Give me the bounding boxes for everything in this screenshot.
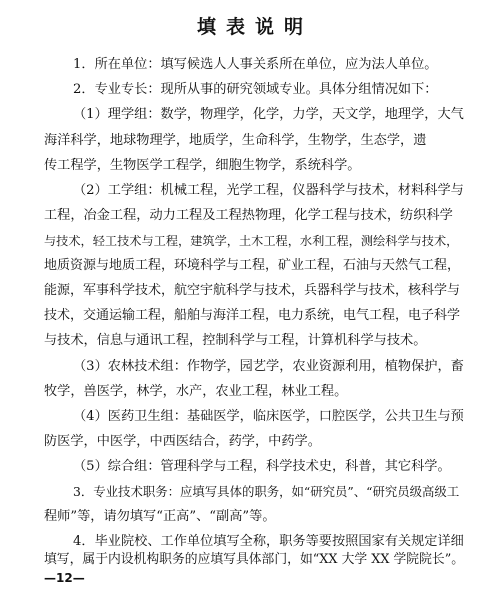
engineering-group-line-7: 与技术，信息与通讯工程，控制科学与工程，计算机科学与技术。	[44, 333, 427, 348]
engineering-group-line-2: 工程，冶金工程，动力工程及工程热物理，化学工程与技术，纺织科学	[44, 208, 453, 223]
engineering-group-line-3: 与技术，轻工技术与工程，建筑学，土木工程，水利工程，测绘科学与技术，	[44, 234, 459, 248]
science-group-line-3: 传工程学，生物医学工程学，细胞生物学，系统科学。	[44, 158, 361, 173]
item-4-school-line-1: 4．毕业院校、工作单位填写全称，职务等要按照国家有关规定详细	[73, 534, 464, 549]
engineering-group-line-5: 能源，军事科学技术，航空宇航科学与技术，兵器科学与技术，核科学与	[44, 283, 461, 298]
engineering-group-line-6: 技术，交通运输工程，船舶与海洋工程，电力系统，电气工程，电子科学	[44, 308, 461, 323]
agriculture-group-line-1: （3）农林技术组：作物学，园艺学，农业资源利用，植物保护，畜	[73, 359, 464, 374]
item-3-title-line-2: 程师”等，请勿填写“正高”、“副高”等。	[44, 509, 276, 524]
medicine-group-line-2: 防医学，中医学，中西医结合，药学，中药学。	[44, 434, 321, 449]
engineering-group-line-1: （2）工学组：机械工程，光学工程，仪器科学与技术，材料科学与	[73, 183, 464, 198]
item-4-school-line-2: 填写，属于内设机构职务的应填写具体部门，如“XX 大学 XX 学院院长”。	[44, 552, 465, 567]
item-2-specialty: 2．专业专长：现所从事的研究领域专业。具体分组情况如下：	[73, 82, 438, 97]
engineering-group-line-4: 地质资源与地质工程，环境科学与工程，矿业工程，石油与天然气工程，	[44, 258, 461, 273]
science-group-line-1: （1）理学组：数学，物理学，化学，力学，天文学，地理学，大气	[73, 107, 464, 122]
agriculture-group-line-2: 牧学，兽医学，林学，水产，农业工程，林业工程。	[44, 384, 348, 399]
page-number: —12—	[44, 571, 85, 585]
item-1-unit: 1．所在单位：填写候选人人事关系所在单位，应为法人单位。	[73, 57, 438, 72]
item-3-title-line-1: 3．专业技术职务：应填写具体的职务，如“研究员”、“研究员级高级工	[73, 484, 460, 499]
general-group-line: （5）综合组：管理科学与工程，科学技术史，科普，其它科学。	[73, 459, 451, 474]
document-title: 填表说明	[196, 16, 313, 38]
medicine-group-line-1: （4）医药卫生组：基础医学，临床医学，口腔医学，公共卫生与预	[73, 409, 464, 424]
science-group-line-2: 海洋科学，地球物理学，地质学，生命科学，生物学，生态学，遗	[44, 133, 427, 148]
